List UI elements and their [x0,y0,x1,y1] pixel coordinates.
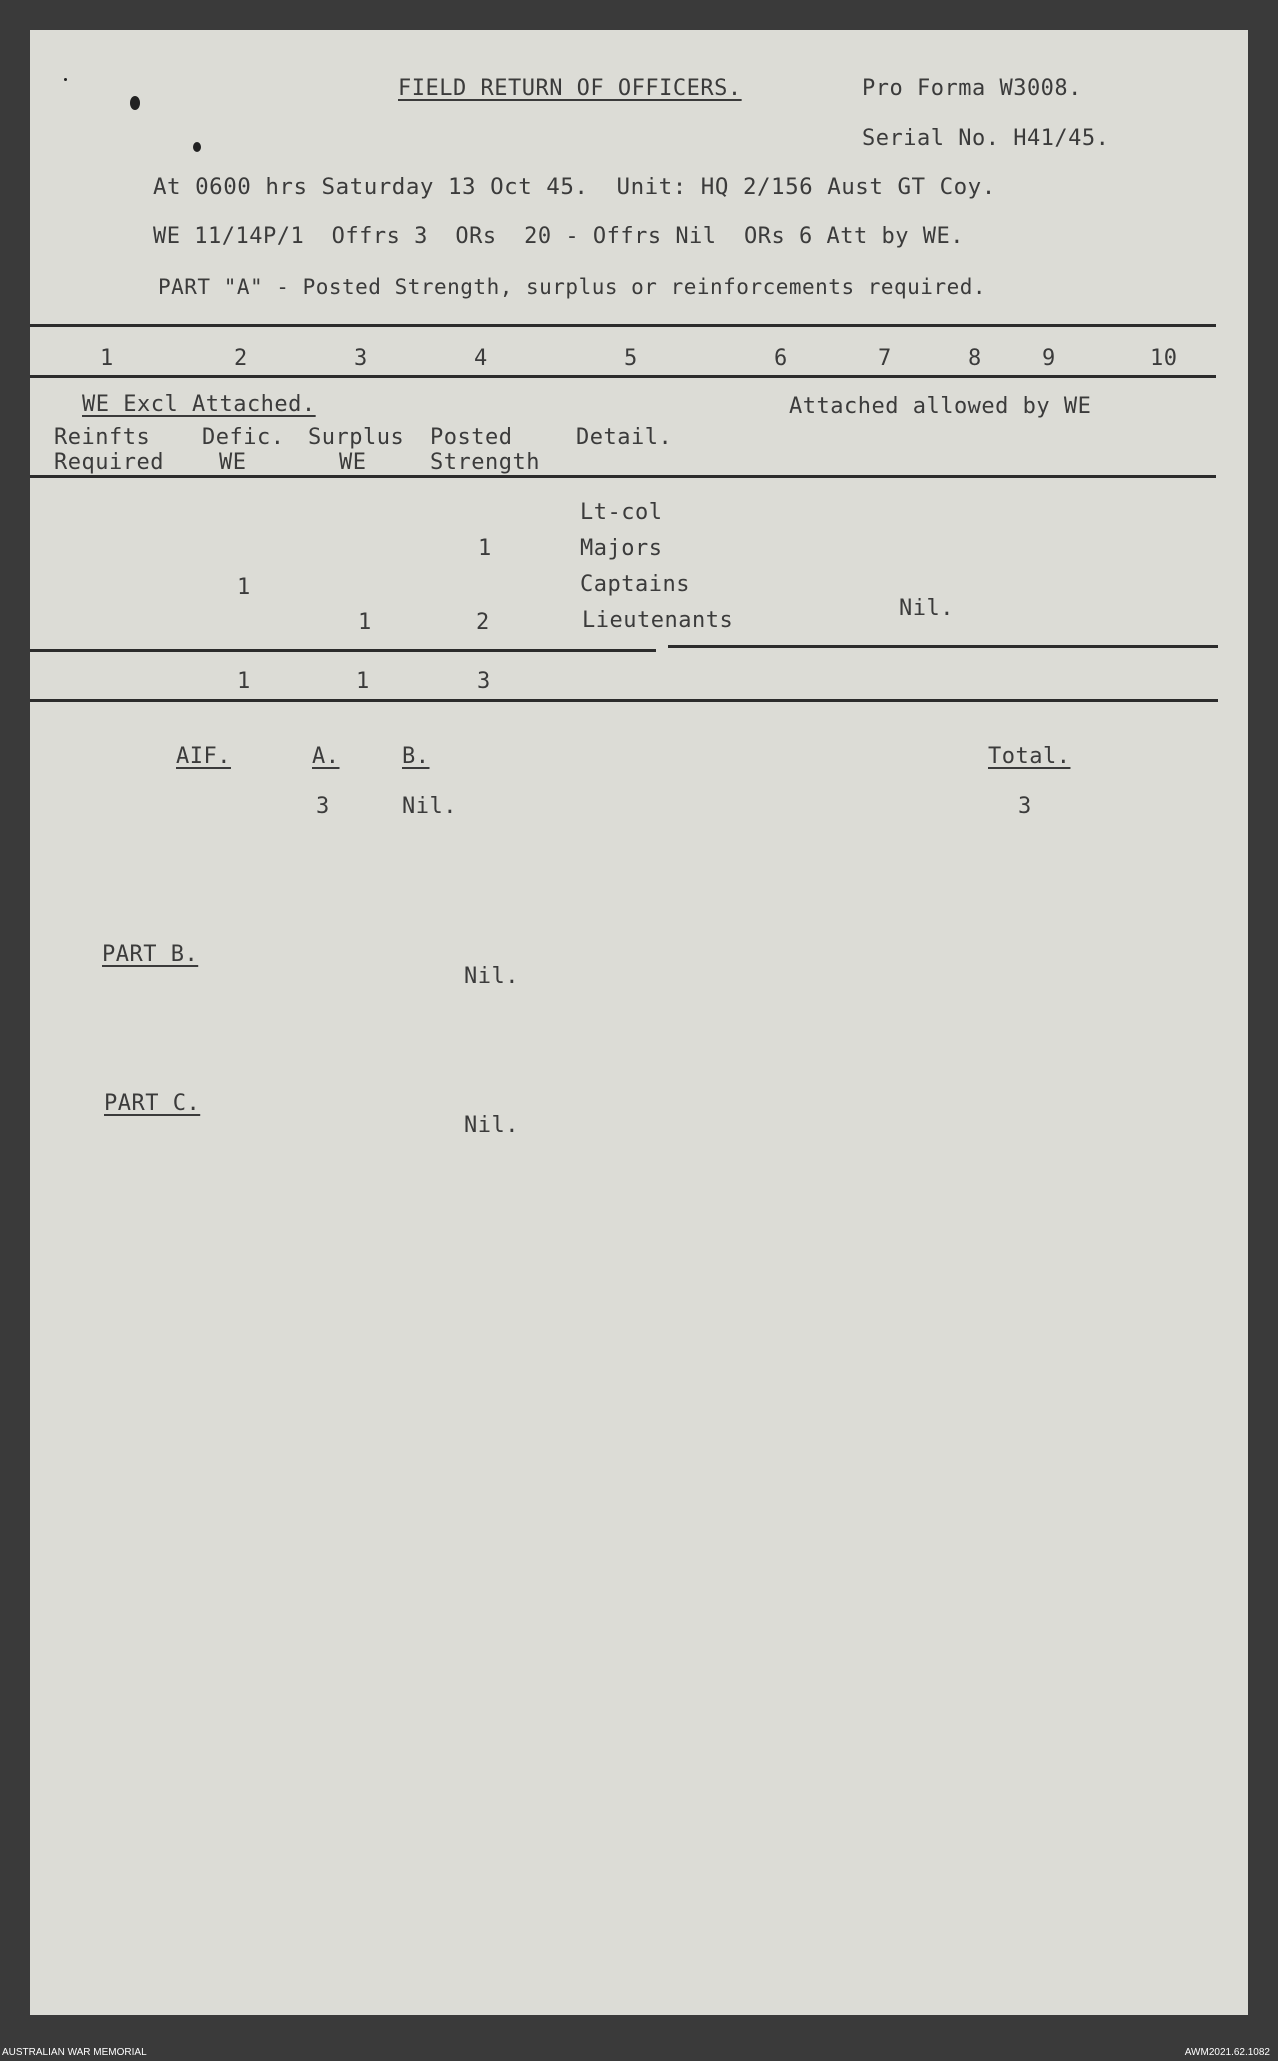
summary-b-label: B. [402,744,430,769]
header-line-establishment: WE 11/14P/1 Offrs 3 ORs 20 - Offrs Nil ORs 6 Att by WE. [153,224,964,249]
col-header-reinfts: Reinfts [54,425,151,450]
column-number: 8 [968,346,982,371]
table-rule-above-totals-left [30,649,656,652]
part-c-label: PART C. [104,1091,201,1116]
footer-item-id: AWM2021.62.1082 [1184,2047,1270,2058]
group-heading-attached-allowed: Attached allowed by WE [789,394,1092,419]
col-header-surplus: WE [339,450,367,475]
summary-aif-label: AIF. [176,744,231,769]
group-heading-we-excl-attached: WE Excl Attached. [82,392,316,417]
summary-total-label: Total. [988,744,1071,769]
col-header-surplus: Surplus [308,425,405,450]
total-posted: 3 [477,669,491,694]
part-b-label: PART B. [102,942,199,967]
part-c-value: Nil. [464,1113,519,1138]
header-line-datetime-unit: At 0600 hrs Saturday 13 Oct 45. Unit: HQ 2/156 Aust GT Coy. [153,174,996,200]
table-rule-below-numbers [30,375,1216,378]
table-rule-bottom [30,699,1218,702]
summary-a-label: A. [312,744,340,769]
col-header-reinfts: Required [54,450,164,475]
posted-majors: 1 [478,536,492,561]
detail-lieutenants: Lieutenants [582,608,734,633]
table-rule-above-totals-right [668,645,1218,648]
summary-a-value: 3 [316,794,330,819]
table-rule-top [30,324,1216,327]
col-header-defic: WE [219,450,247,475]
part-a-heading: PART "A" - Posted Strength, surplus or reinforcements required. [158,275,987,299]
ink-speck [130,96,140,110]
summary-b-value: Nil. [402,794,457,819]
form-title: FIELD RETURN OF OFFICERS. [398,76,742,101]
column-number: 6 [774,346,788,371]
detail-majors: Majors [580,536,663,561]
column-number: 7 [878,346,892,371]
column-number: 9 [1042,346,1056,371]
ink-speck [64,78,67,81]
column-number: 4 [474,346,488,371]
col-header-defic: Defic. [202,425,285,450]
detail-captains: Captains [580,572,690,597]
column-number: 1 [100,346,114,371]
detail-lt-col: Lt-col [580,500,663,525]
serial-number: Serial No. H41/45. [862,126,1110,151]
ink-speck [193,142,201,152]
part-b-value: Nil. [464,964,519,989]
total-defic: 1 [237,669,251,694]
surplus-lieutenants: 1 [358,610,372,635]
document-page [30,30,1248,2015]
attached-nil: Nil. [899,596,954,621]
column-number: 5 [624,346,638,371]
total-surplus: 1 [356,669,370,694]
column-number: 10 [1150,346,1178,371]
col-header-posted: Strength [430,450,540,475]
table-rule-below-headers [30,475,1216,478]
posted-lieutenants: 2 [476,610,490,635]
col-header-detail: Detail. [576,425,673,450]
col-header-posted: Posted [430,425,513,450]
column-number: 3 [354,346,368,371]
footer-institution: AUSTRALIAN WAR MEMORIAL [2,2047,147,2058]
column-number: 2 [234,346,248,371]
summary-total-value: 3 [1018,794,1032,819]
defic-captains: 1 [237,575,251,600]
pro-forma-number: Pro Forma W3008. [862,76,1082,101]
